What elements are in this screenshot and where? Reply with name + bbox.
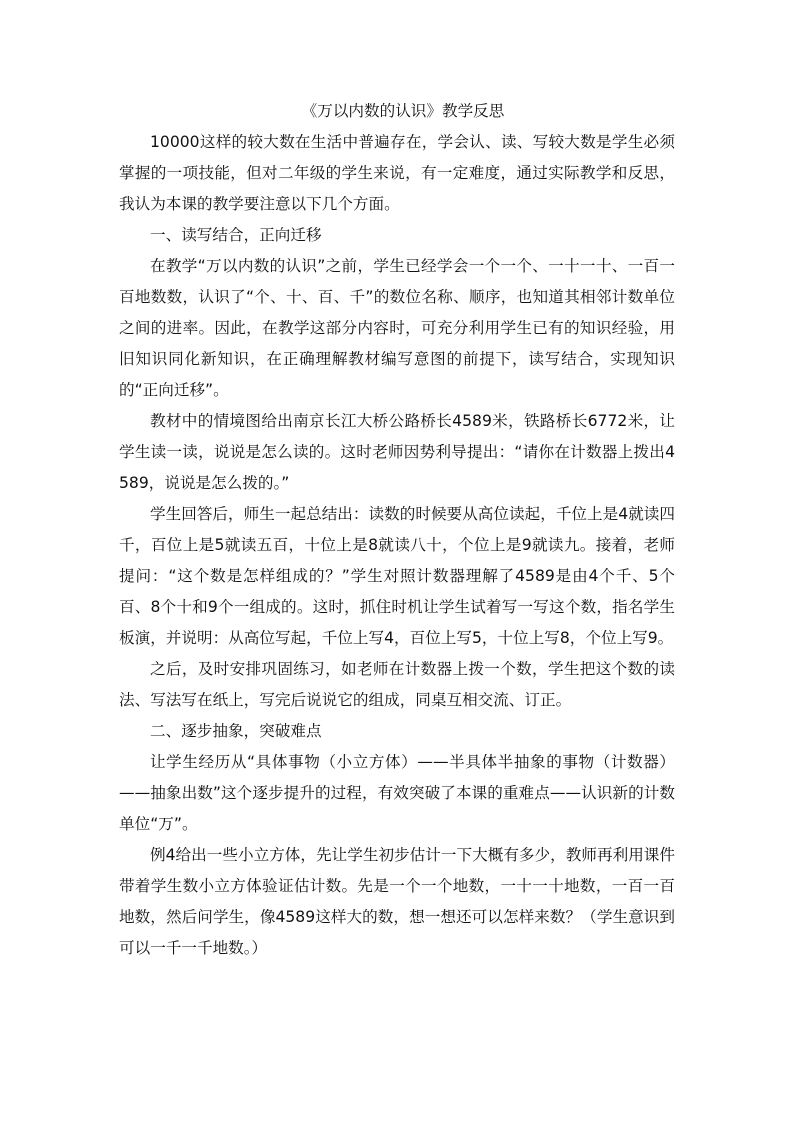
document-page bbox=[119, 96, 675, 964]
paragraph-intro: 10000这样的较大数在生活中普遍存在，学会认、读、写较大数是学生必须掌握的一项技能，但对二年级的学生来说，有一定难度，通过实际教学和反思，我认为本课的教学要注意以下几个方面。 bbox=[119, 133, 675, 213]
section-heading-2: 二、逐步抽象，突破难点 bbox=[150, 722, 322, 740]
paragraph-bridge-example: 教材中的情境图给出南京长江大桥公路桥长4589米，铁路桥长6772米，让学生读一读，说说是怎么读的。这时老师因势利导提出：“请你在计数器上拨出4589，说说是怎么拨的。” bbox=[119, 412, 675, 492]
paragraph-abstraction: 让学生经历从“具体事物（小立方体）——半具体半抽象的事物（计数器）——抽象出数”这个逐步提升的过程，有效突破了本课的重难点——认识新的计数单位“万”。 bbox=[119, 753, 675, 833]
paragraph-example-4: 例4给出一些小立方体，先让学生初步估计一下大概有多少，教师再利用课件带着学生数小立方体验证估计数。先是一个一个地数，一十一十地数，一百一百地数，然后问学生，像4589这样大的数，想一想还可以怎样来数？（学生意识到可以一千一千地数。） bbox=[119, 846, 675, 957]
section-heading-1: 一、读写结合，正向迁移 bbox=[150, 226, 322, 244]
document-title: 《万以内数的认识》教学反思 bbox=[301, 102, 505, 120]
paragraph-practice: 之后，及时安排巩固练习，如老师在计数器上拨一个数，学生把这个数的读法、写法写在纸上，写完后说说它的组成，同桌互相交流、订正。 bbox=[119, 660, 675, 709]
paragraph-prior-knowledge: 在教学“万以内数的认识”之前，学生已经学会一个一个、一十一十、一百一百地数数，认识了“个、十、百、千”的数位名称、顺序，也知道其相邻计数单位之间的进率。因此，在教学这部分内容时，可充分利用学生已有的知识经验，用旧知识同化新知识，在正确理解教材编写意图的前提下，读写结合，实现知识的“正向迁移”。 bbox=[119, 257, 675, 399]
paragraph-reading-writing: 学生回答后，师生一起总结出：读数的时候要从高位读起，千位上是4就读四千，百位上是5就读五百，十位上是8就读八十，个位上是9就读九。接着，老师提问：“这个数是怎样组成的？”学生对照计数器理解了4589是由4个千、5个百、8个十和9个一组成的。这时，抓住时机让学生试着写一写这个数，指名学生板演，并说明：从高位写起，千位上写4，百位上写5，十位上写8，个位上写9。 bbox=[119, 505, 675, 647]
